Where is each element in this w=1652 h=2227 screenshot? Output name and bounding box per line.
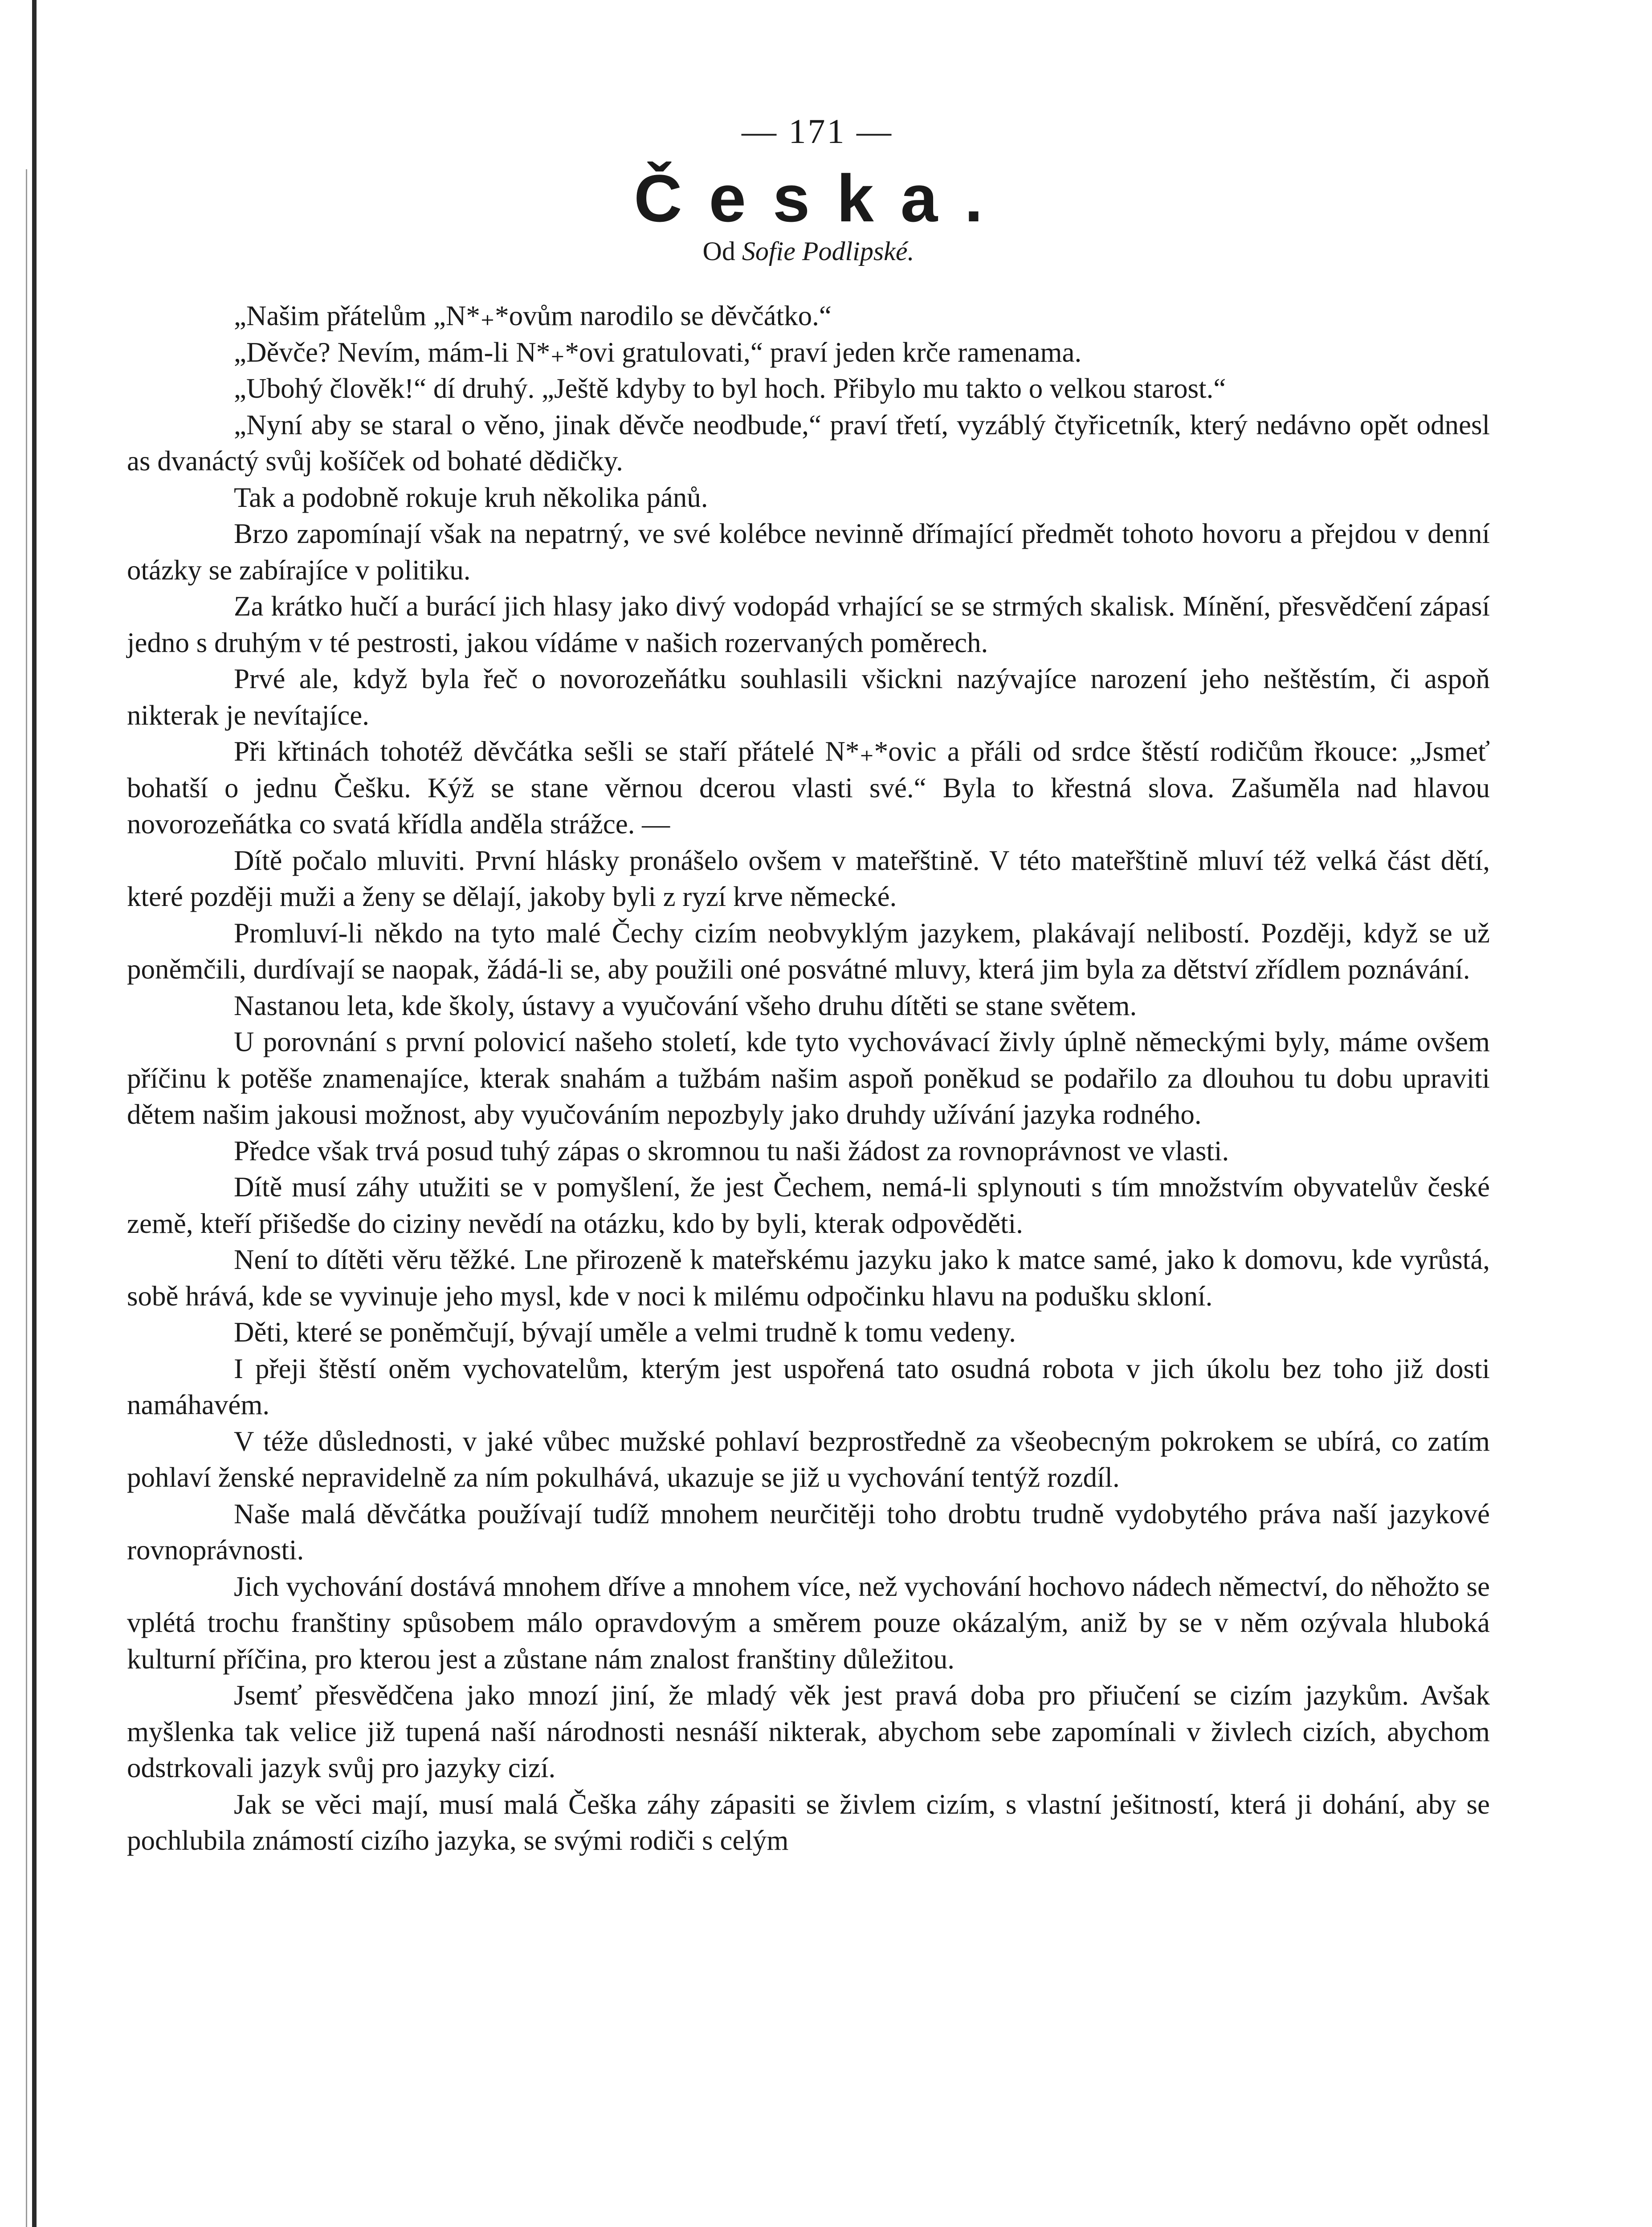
paragraph: „Děvče? Nevím, mám-li N*₊*ovi gratulovati,“ praví jeden krče ramenama. [234, 336, 1082, 368]
paragraph: Jich vychování dostává mnohem dříve a mnohem více, než vychování hochovo nádech němectví, do něhožto se vplétá trochu franštiny spůsobem málo opravdovým a směrem pouze okázalým, aniž by se v něm ozývala hluboká kulturní příčina, pro kterou jest a zůstane nám znalost franštiny důležitou. [127, 1570, 1490, 1675]
paragraph: Dítě počalo mluviti. První hlásky pronášelo ovšem v mateřštině. V této mateřštině mluví též velká část dětí, které později muži a ženy se dělají, jakoby byli z ryzí krve německé. [127, 844, 1490, 912]
paragraph: I přeji štěstí oněm vychovatelům, kterým jest uspořená tato osudná robota v jich úkolu bez toho již dosti namáhavém. [127, 1353, 1490, 1420]
paragraph: U porovnání s první polovicí našeho století, kde tyto vychovávací živly úplně německými byly, máme ovšem příčinu k potěše znamenajíce, kterak snahám a tužbám našim aspoň poněkud se podařilo za dlouhou tu dobu upraviti dětem našim jakousi možnost, aby vyučováním nepozbyly jako druhdy užívání jazyka rodného. [127, 1026, 1490, 1130]
paragraph: „Ubohý člověk!“ dí druhý. „Ještě kdyby to byl hoch. Přibylo mu takto o velkou starost.“ [234, 373, 1226, 404]
byline-author: Sofie Podlipské. [742, 237, 914, 266]
paragraph: Při křtinách tohotéž děvčátka sešli se staří přátelé N*₊*ovic a přáli od srdce štěstí rodičům řkouce: „Jsmeť bohatší o jednu Češku. Kýž se stane věrnou dcerou vlasti své.“ Byla to křestná slova. Zašuměla nad hlavou novorozeňátka co svatá křídla anděla strážce. — [127, 736, 1490, 840]
paragraph: Promluví-li někdo na tyto malé Čechy cizím neobvyklým jazykem, plakávají nelibostí. Později, když se už poněmčili, durdívají se naopak, žádá-li se, aby použili oné posvátné mluvy, která jim byla za dětství zřídlem poznávání. [127, 917, 1490, 985]
paragraph: Tak a podobně rokuje kruh několika pánů. [234, 481, 708, 513]
paragraph: Není to dítěti věru těžké. Lne přirozeně k mateřskému jazyku jako k matce samé, jako k domovu, kde vyrůstá, sobě hrává, kde se vyvinuje jeho mysl, kde v noci k milému odpočinku hlavu na podušku skloní. [127, 1244, 1490, 1312]
page-number: — 171 — [742, 112, 893, 151]
paragraph: Nastanou leta, kde školy, ústavy a vyučování všeho druhu dítěti se stane světem. [234, 990, 1137, 1021]
paragraph: Dítě musí záhy utužiti se v pomyšlení, že jest Čechem, nemá-li splynouti s tím množstvím obyvatelův české země, kteří přišedše do ciziny nevědí na otázku, kdo by byli, kterak odpověděti. [127, 1171, 1490, 1239]
paragraph: Předce však trvá posud tuhý zápas o skromnou tu naši žádost za rovnoprávnost ve vlasti. [234, 1135, 1229, 1167]
paragraph: Jak se věci mají, musí malá Češka záhy zápasiti se živlem cizím, s vlastní ješitností, která ji dohání, aby se pochlubila známostí cizího jazyka, se svými rodiči s celým [127, 1788, 1490, 1856]
page-content [127, 111, 1490, 1859]
article-body [127, 298, 1490, 1859]
byline-prefix: Od [702, 237, 735, 266]
paragraph: Naše malá děvčátka používají tudíž mnohem neurčitěji toho drobtu trudně vydobytého práva naší jazykové rovnoprávnosti. [127, 1498, 1490, 1566]
paragraph: „Nyní aby se staral o věno, jinak děvče neodbude,“ praví třetí, vyzáblý čtyřicetník, který nedávno opět odnesl as dvanáctý svůj košíček od bohaté dědičky. [127, 409, 1490, 477]
article-title: Česka. [634, 161, 1010, 236]
paragraph: „Našim přátelům „N*₊*ovům narodilo se děvčátko.“ [234, 300, 832, 331]
paragraph: V téže důslednosti, v jaké vůbec mužské pohlaví bezprostředně za všeobecným pokrokem se ubírá, co zatím pohlaví ženské nepravidelně za ním pokulhává, ukazuje se již u vychování tentýž rozdíl. [127, 1425, 1490, 1493]
page-binding-edge [32, 0, 37, 2227]
paragraph: Děti, které se poněmčují, bývají uměle a velmi trudně k tomu vedeny. [234, 1317, 1016, 1348]
paragraph: Jsemť přesvědčena jako mnozí jiní, že mladý věk jest pravá doba pro přiučení se cizím jazykům. Avšak myšlenka tak velice již tupená naší národnosti nesnáší nikterak, abychom sebe zapomínali v živlech cizích, abychom odstrkovali jazyk svůj pro jazyky cizí. [127, 1680, 1490, 1783]
paragraph: Brzo zapomínají však na nepatrný, ve své kolébce nevinně dřímající předmět tohoto hovoru a přejdou v denní otázky se zabírajíce v politiku. [127, 518, 1490, 586]
paragraph: Za krátko hučí a burácí jich hlasy jako divý vodopád vrhající se se strmých skalisk. Mínění, přesvědčení zápasí jedno s druhým v té pestrosti, jakou vídáme v našich rozervaných poměrech. [127, 591, 1490, 658]
paragraph: Prvé ale, když byla řeč o novorozeňátku souhlasili všickni nazývajíce narození jeho neštěstím, či aspoň nikterak je nevítajíce. [127, 663, 1490, 731]
page-shadow-line [26, 169, 27, 2227]
byline [127, 236, 1490, 267]
